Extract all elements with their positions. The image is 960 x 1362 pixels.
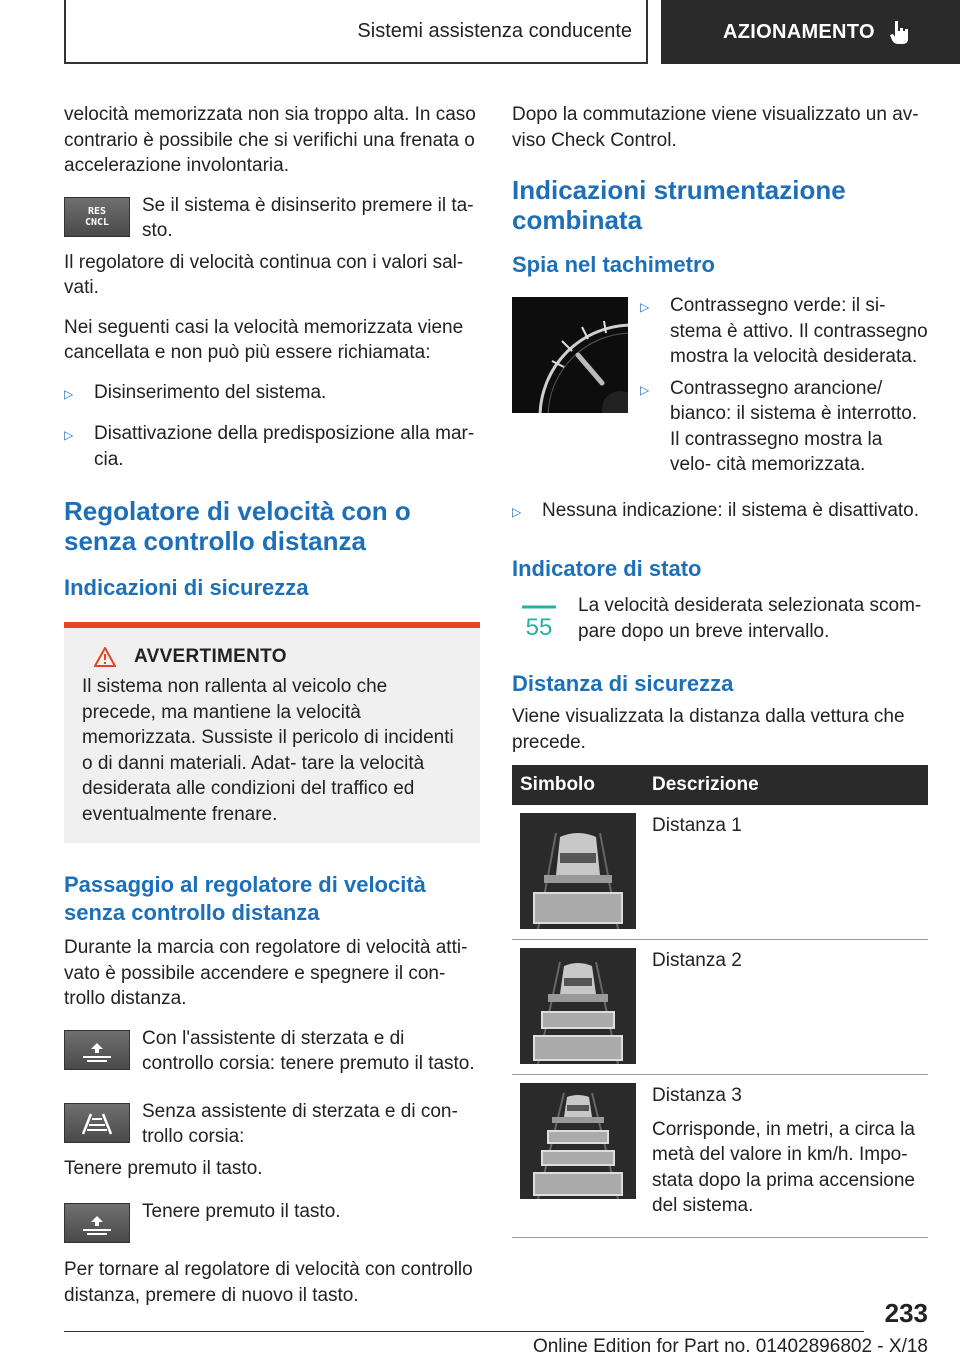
- list-item: ▷ Nessuna indicazione: il sistema è disattivato.: [512, 498, 928, 526]
- distanza-text: Viene visualizzata la distanza dalla vettura che precede.: [512, 706, 905, 753]
- distance-button-icon: [64, 1203, 130, 1243]
- button1-text: Con l'assistente di sterzata e di controllo corsia: tenere premuto il tasto.: [142, 1027, 475, 1074]
- button1-row: [64, 1026, 480, 1077]
- speed-status-icon: [512, 601, 566, 641]
- res-cncl-button-icon: [64, 197, 130, 237]
- cancel-intro: Nei seguenti casi la velocità memorizzata viene cancellata e non può più essere richiamata:: [64, 316, 464, 363]
- warning-text: Il sistema non rallenta al veicolo che precede, ma mantiene la velocità memorizzata. Sussiste il pericolo di incidenti o di danni materiali. Adat- tare la velocità desiderata alle condizioni del traffico ed eventualmente frenare.: [82, 676, 454, 825]
- return-paragraph: Per tornare al regolatore di velocità con controllo distanza, premere di nuovo il tasto.: [64, 1259, 473, 1306]
- bullet-triangle-icon: ▷: [640, 300, 650, 314]
- heading-switch: Passaggio al regolatore di velocità senza controllo distanza: [64, 872, 426, 925]
- stato-row: [512, 593, 928, 644]
- right-intro: Dopo la commutazione viene visualizzato un av- viso Check Control.: [512, 104, 919, 151]
- intro-paragraph: velocità memorizzata non sia troppo alta. In caso contrario è possibile che si verifichi una frenata o accelerazione involontaria.: [64, 104, 476, 176]
- distance-1-icon: [520, 813, 636, 929]
- distance-button-icon: [64, 1030, 130, 1070]
- left-column: [64, 102, 480, 1322]
- table-cell-desc: Distanza 1: [652, 815, 742, 836]
- speedometer-image: [512, 297, 628, 413]
- page-number: 233: [884, 1298, 928, 1328]
- warning-title: AVVERTIMENTO: [82, 646, 462, 668]
- table-header-description: Descrizione: [644, 765, 928, 805]
- distance-3-icon: [520, 1083, 636, 1199]
- switch-paragraph: Durante la marcia con regolatore di velocità atti- vato è possibile accendere e spegnere il con- trollo distanza.: [64, 937, 468, 1009]
- bullet-triangle-icon: ▷: [64, 428, 74, 442]
- footer-divider: [64, 1331, 864, 1332]
- bullet-triangle-icon: ▷: [512, 504, 522, 519]
- distance-2-icon: [520, 948, 636, 1064]
- table-cell-desc: Distanza 2: [652, 950, 742, 971]
- heading-stato: Indicatore di stato: [512, 556, 702, 581]
- heading-cluster: Indicazioni strumentazione combinata: [512, 175, 846, 235]
- table-cell-extra: Corrisponde, in metri, a circa la metà del valore in km/h. Impo- stata dopo la prima accensione del sistema.: [652, 1118, 915, 1216]
- warning-triangle-icon: [94, 647, 116, 667]
- button2-row: [64, 1099, 480, 1150]
- spia-row: [512, 293, 928, 492]
- button3-text: Tenere premuto il tasto.: [142, 1201, 341, 1222]
- button2-text: Senza assistente di sterzata e di con- trollo corsia:: [142, 1100, 458, 1147]
- page-header: [0, 0, 960, 66]
- hand-pointer-icon: [889, 19, 911, 45]
- distance-table: [512, 765, 928, 1238]
- edition-text: Online Edition for Part no. 01402896802 - X/18: [532, 1336, 928, 1357]
- stato-text: La velocità desiderata selezionata scom- pare dopo un breve intervallo.: [578, 595, 922, 642]
- table-row: [512, 805, 928, 940]
- bullet-triangle-icon: ▷: [64, 386, 74, 401]
- speed-value: 55: [525, 614, 553, 641]
- warning-box: [64, 628, 480, 843]
- section-title: Sistemi assistenza conducente: [64, 0, 648, 64]
- right-column: [512, 102, 928, 1238]
- table-header-symbol: Simbolo: [512, 765, 644, 805]
- heading-distanza: Distanza di sicurezza: [512, 671, 734, 696]
- bullet-triangle-icon: ▷: [640, 382, 650, 397]
- button3-row: [64, 1199, 480, 1243]
- table-row: [512, 1075, 928, 1238]
- continue-paragraph: Il regolatore di velocità continua con i valori sal- vati.: [64, 251, 464, 298]
- heading-safety: Indicazioni di sicurezza: [64, 575, 309, 600]
- heading-main: Regolatore di velocità con o senza controllo distanza: [64, 496, 411, 556]
- chapter-title: AZIONAMENTO: [723, 20, 875, 43]
- res-cncl-label: RES CNCL: [84, 205, 110, 228]
- list-item: ▷ Contrassegno arancione/ bianco: il sistema è interrotto. Il contrassegno mostra la velo- cità memorizzata.: [640, 376, 928, 478]
- table-row: [512, 940, 928, 1075]
- res-button-row: [64, 193, 480, 244]
- heading-spia: Spia nel tachimetro: [512, 252, 715, 277]
- lane-distance-button-icon: [64, 1103, 130, 1143]
- button2-continuation: Tenere premuto il tasto.: [64, 1157, 263, 1179]
- list-item: ▷ Disinserimento del sistema.: [64, 380, 480, 408]
- res-instruction: Se il sistema è disinserito premere il ta- sto.: [142, 194, 474, 241]
- chapter-tab: [661, 0, 960, 64]
- list-item: ▷ Contrassegno verde: il si- stema è attivo. Il contrassegno mostra la velocità desiderata.: [640, 293, 928, 370]
- list-item: ▷ Disattivazione della predisposizione alla mar- cia.: [64, 421, 480, 472]
- table-cell-desc: Distanza 3: [652, 1085, 742, 1106]
